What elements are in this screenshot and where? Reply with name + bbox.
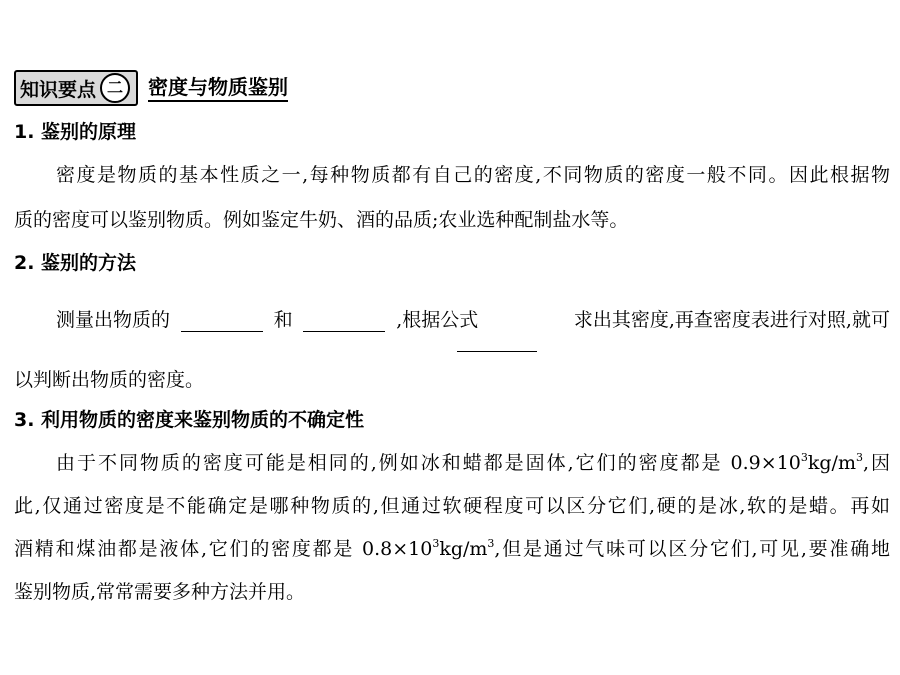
principle-text-line-1: 密度是物质的基本性质之一,每种物质都有自己的密度,不同物质的密度一般不同。因此根据物: [56, 164, 890, 186]
section-header: [14, 68, 288, 108]
fill-blank-formula[interactable]: [457, 350, 537, 352]
uncertainty-line-1-part-3: ,因: [862, 452, 890, 474]
section-title: 密度与物质鉴别: [148, 75, 288, 102]
exponent: 3: [432, 537, 440, 550]
heading-uncertainty: 3. 利用物质的密度来鉴别物质的不确定性: [14, 409, 365, 431]
principle-text-line-2: 质的密度可以鉴别物质。例如鉴定牛奶、酒的品质;农业选种配制盐水等。: [14, 209, 629, 231]
method-text-part-4: 求出其密度,再查密度表进行对照,就可: [573, 309, 890, 331]
uncertainty-text-line-4: 鉴别物质,常常需要多种方法并用。: [14, 581, 306, 603]
method-text-line-1: [56, 308, 890, 332]
uncertainty-text-line-3: [14, 537, 890, 561]
badge-number-circle: 二: [100, 73, 130, 103]
unit-text: kg/m: [439, 538, 488, 560]
method-text-line-2: 以判断出物质的密度。: [14, 369, 205, 391]
method-text-part-2: 和: [273, 309, 293, 331]
fill-blank-1[interactable]: [181, 311, 263, 332]
badge-label: 知识要点: [20, 78, 97, 101]
method-text-part-3: ,根据公式: [396, 309, 479, 331]
uncertainty-text-line-1: [56, 451, 890, 475]
uncertainty-line-3-part-1: 酒精和煤油都是液体,它们的密度都是 0.8×10: [14, 538, 433, 560]
knowledge-point-badge: [14, 70, 138, 106]
method-text-part-1: 测量出物质的: [56, 309, 171, 331]
exponent: 3: [800, 451, 808, 464]
heading-method: 2. 鉴别的方法: [14, 252, 137, 274]
heading-principle: 1. 鉴别的原理: [14, 121, 137, 143]
exponent: 3: [855, 451, 863, 464]
uncertainty-line-3-part-3: ,但是通过气味可以区分它们,可见,要准确地: [494, 538, 890, 560]
unit-text: kg/m: [807, 452, 856, 474]
fill-blank-2[interactable]: [303, 311, 385, 332]
uncertainty-text-line-2: 此,仅通过密度是不能确定是哪种物质的,但通过软硬程度可以区分它们,硬的是冰,软的是蜡。再如: [14, 495, 890, 517]
exponent: 3: [487, 537, 495, 550]
uncertainty-line-1-part-1: 由于不同物质的密度可能是相同的,例如冰和蜡都是固体,它们的密度都是 0.9×10: [56, 452, 801, 474]
